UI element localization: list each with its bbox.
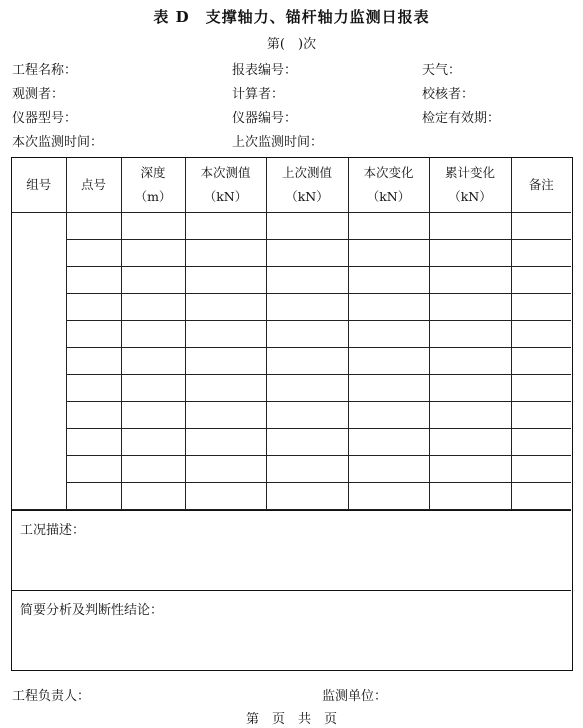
table-row bbox=[12, 375, 571, 402]
table-body bbox=[12, 213, 571, 510]
observer-label: 观测者： bbox=[12, 87, 65, 102]
header-current-value: 本次测值 （kN） bbox=[185, 158, 266, 213]
table-row bbox=[12, 321, 571, 348]
table-row bbox=[12, 402, 571, 429]
monitoring-table bbox=[12, 158, 571, 510]
table-row bbox=[12, 348, 571, 375]
person-in-charge-label: 工程负责人： bbox=[12, 689, 91, 704]
table-row bbox=[12, 294, 571, 321]
calculator-label: 计算者： bbox=[232, 87, 285, 102]
table-row bbox=[12, 429, 571, 456]
weather-label: 天气： bbox=[422, 63, 462, 78]
analysis-conclusion-section[interactable] bbox=[12, 590, 571, 671]
table-row bbox=[12, 213, 571, 240]
instrument-model-label: 仪器型号： bbox=[12, 111, 78, 126]
header-remarks: 备注 bbox=[511, 158, 571, 213]
table-header-row bbox=[12, 158, 571, 213]
header-point-no: 点号 bbox=[66, 158, 121, 213]
calibration-validity-label: 检定有效期： bbox=[422, 111, 501, 126]
condition-description-section[interactable] bbox=[12, 510, 571, 591]
group-cell[interactable] bbox=[12, 213, 66, 510]
report-sequence: 第( )次 bbox=[266, 37, 317, 52]
table-row bbox=[12, 267, 571, 294]
header-group-no: 组号 bbox=[12, 158, 66, 213]
instrument-number-label: 仪器编号： bbox=[232, 111, 298, 126]
header-current-change: 本次变化 （kN） bbox=[348, 158, 429, 213]
table-row bbox=[12, 483, 571, 510]
project-name-label: 工程名称： bbox=[12, 63, 78, 78]
this-monitoring-time-label: 本次监测时间： bbox=[12, 135, 104, 150]
last-monitoring-time-label: 上次监测时间： bbox=[232, 135, 324, 150]
report-number-label: 报表编号： bbox=[232, 63, 298, 78]
monitoring-unit-label: 监测单位： bbox=[322, 689, 388, 704]
header-previous-value: 上次测值 （kN） bbox=[266, 158, 348, 213]
table-row bbox=[12, 456, 571, 483]
report-form bbox=[11, 157, 573, 671]
condition-description-label: 工况描述： bbox=[20, 523, 86, 538]
header-depth: 深度 （m） bbox=[121, 158, 185, 213]
analysis-conclusion-label: 简要分析及判断性结论： bbox=[20, 603, 164, 618]
checker-label: 校核者： bbox=[422, 87, 475, 102]
table-row bbox=[12, 240, 571, 267]
report-title: 表 D 支撑轴力、锚杆轴力监测日报表 bbox=[153, 8, 430, 26]
page-indicator: 第 页 共 页 bbox=[245, 712, 337, 727]
header-cumulative-change: 累计变化 （kN） bbox=[429, 158, 511, 213]
